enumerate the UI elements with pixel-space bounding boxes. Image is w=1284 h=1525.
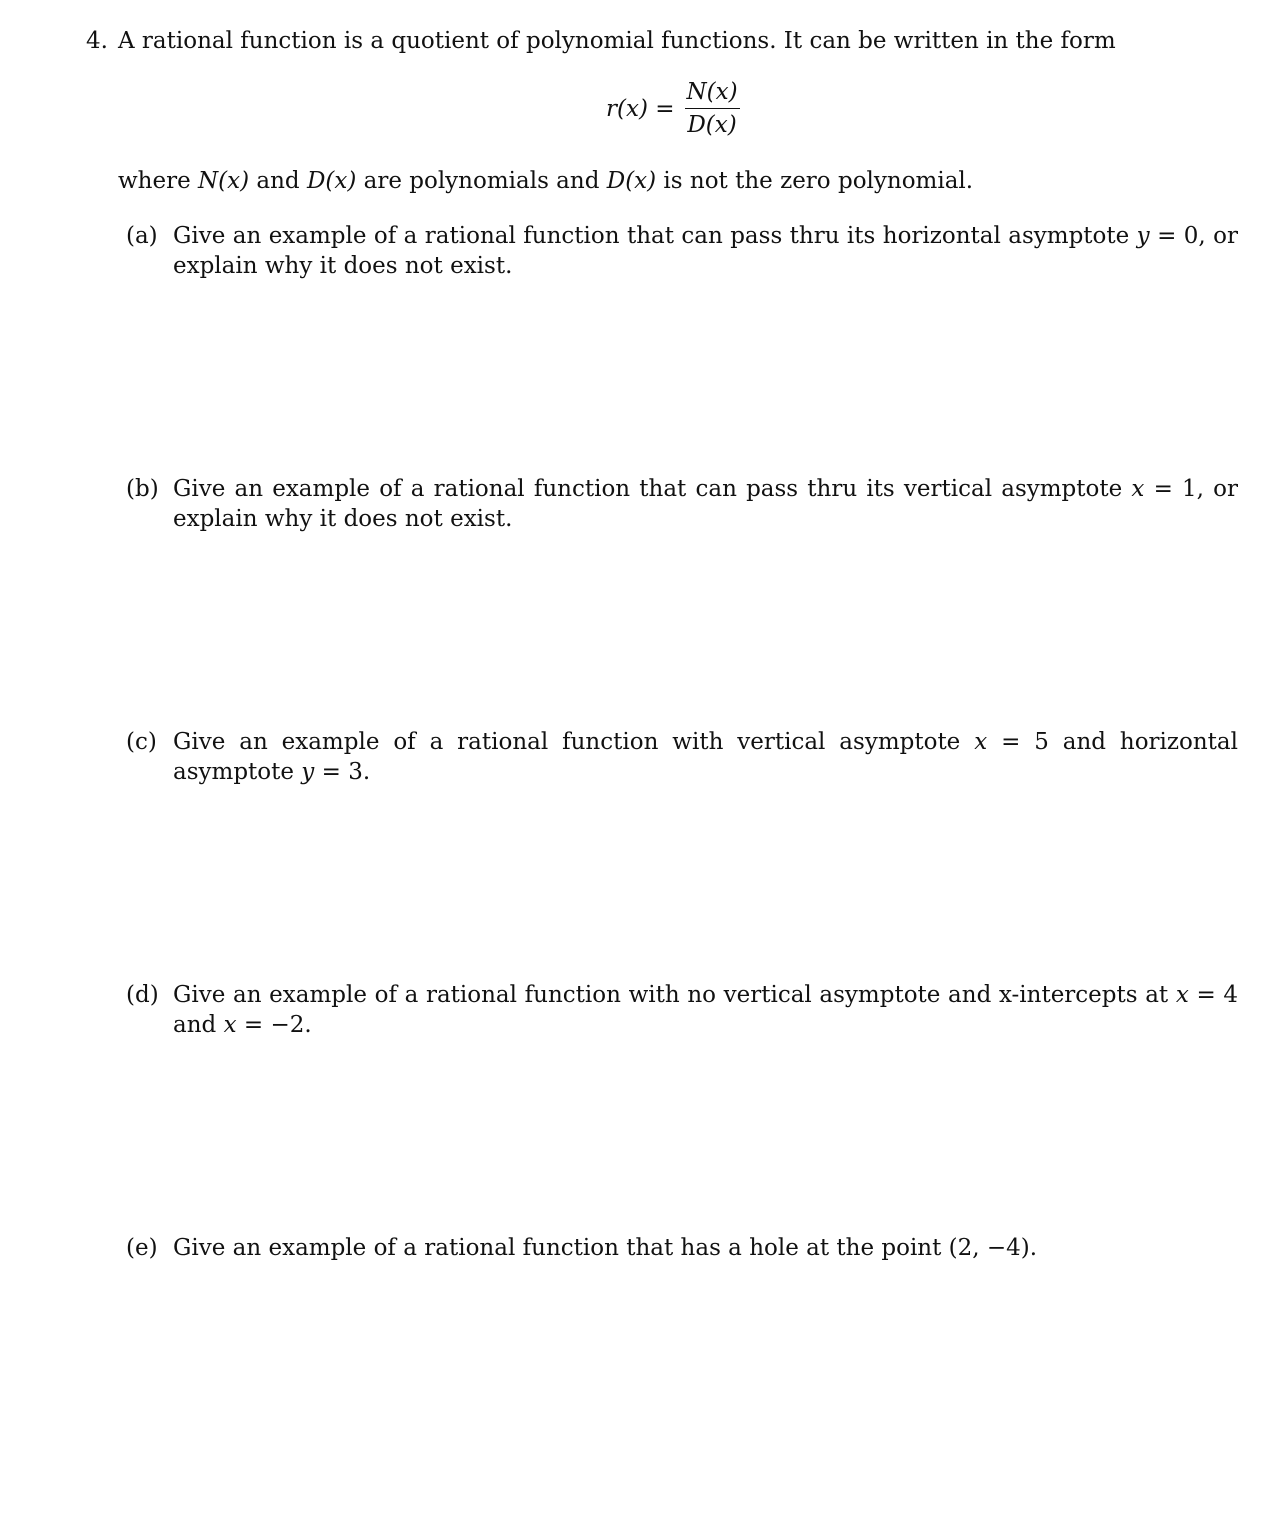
part-d-math-1: x: [1175, 982, 1189, 1008]
part-a-text: [173, 221, 1238, 281]
part-b-math-1: x: [1131, 476, 1145, 502]
formula-lhs: r(x) =: [606, 95, 675, 122]
formula-numerator: N(x): [685, 78, 740, 109]
part-e-label: (e): [126, 1235, 158, 1261]
formula-fraction: [685, 78, 740, 139]
part-d-text-1: Give an example of a rational function with no vertical asymptote and x-intercepts at: [173, 982, 1176, 1008]
rational-function-formula: [606, 78, 740, 139]
part-c-math-1: x: [974, 729, 988, 755]
part-b-text: [173, 474, 1238, 534]
part-d-text: [173, 980, 1238, 1040]
problem-number: 4.: [86, 28, 108, 54]
where-text-2: and: [249, 168, 307, 194]
where-text-3: are polynomials and: [356, 168, 607, 194]
part-c-text-3: = 3.: [314, 759, 371, 785]
part-c-math-2: y: [301, 759, 315, 785]
where-math-2: D(x): [306, 168, 357, 194]
part-b-label: (b): [126, 476, 159, 502]
where-statement: [118, 166, 973, 196]
formula-denominator: D(x): [687, 112, 737, 138]
part-e: [126, 1233, 1238, 1263]
part-c-text: [173, 727, 1238, 787]
part-c-text-2: = 5 and horizontal asymptote: [173, 729, 1238, 785]
problem-intro: A rational function is a quotient of polynomial functions. It can be written in the form: [118, 28, 1116, 54]
part-b-text-1: Give an example of a rational function that can pass thru its vertical asymptote: [173, 476, 1132, 502]
part-d: [126, 980, 1238, 1040]
part-c-label: (c): [126, 729, 157, 755]
part-b-text-2: = 1, or explain why it does not exist.: [173, 476, 1238, 532]
part-d-text-2: = 4 and: [173, 982, 1238, 1038]
part-e-text: [173, 1233, 1238, 1263]
part-a-text-1: Give an example of a rational function that can pass thru its horizontal asymptote: [173, 223, 1137, 249]
part-d-text-3: = −2.: [236, 1012, 312, 1038]
part-a: [126, 221, 1238, 281]
part-a-math-1: y: [1136, 223, 1150, 249]
part-d-label: (d): [126, 982, 159, 1008]
where-math-3: D(x): [606, 168, 657, 194]
where-text-4: is not the zero polynomial.: [656, 168, 974, 194]
part-b: [126, 474, 1238, 534]
part-d-math-2: x: [223, 1012, 237, 1038]
where-text-1: where: [118, 168, 199, 194]
part-c: [126, 727, 1238, 787]
part-a-label: (a): [126, 223, 158, 249]
part-a-text-2: = 0, or explain why it does not exist.: [173, 223, 1238, 279]
part-c-text-1: Give an example of a rational function with vertical asymptote: [173, 729, 975, 755]
where-math-1: N(x): [198, 168, 250, 194]
part-e-text-1: Give an example of a rational function that has a hole at the point (2, −4).: [173, 1235, 1038, 1261]
